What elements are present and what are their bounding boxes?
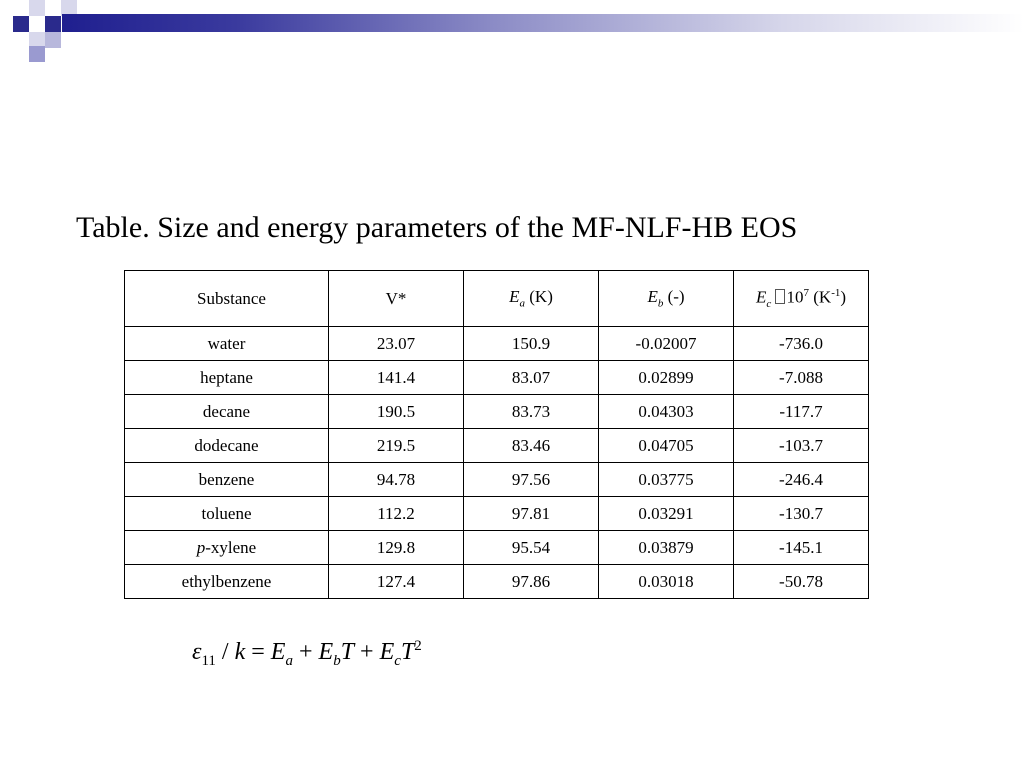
ec-symbol: E <box>755 287 767 307</box>
eq-slash: / <box>215 639 235 665</box>
cell-substance: toluene <box>125 497 329 531</box>
cell-substance: p-xylene <box>125 531 329 565</box>
missing-glyph-icon <box>775 289 785 304</box>
table-row <box>125 395 869 429</box>
cell-eb: 0.03879 <box>599 531 734 565</box>
cell-ea: 97.86 <box>464 565 599 599</box>
ea-symbol: E <box>509 287 520 307</box>
header-square <box>45 32 61 48</box>
parameters-table <box>124 270 869 599</box>
eq-equals: = <box>245 639 271 665</box>
cell-ea: 95.54 <box>464 531 599 565</box>
header-square <box>29 46 45 62</box>
cell-eb: 0.03775 <box>599 463 734 497</box>
eq-eb-subscript: b <box>333 652 341 669</box>
cell-eb: -0.02007 <box>599 327 734 361</box>
cell-ec: -7.088 <box>734 361 869 395</box>
ec-unit-open: (K <box>813 287 832 307</box>
cell-ea: 97.81 <box>464 497 599 531</box>
eq-exponent: 2 <box>414 638 422 654</box>
cell-v: 129.8 <box>329 531 464 565</box>
eq-plus-1: + <box>292 639 319 665</box>
cell-substance: heptane <box>125 361 329 395</box>
eb-subscript: b <box>657 297 664 310</box>
eq-ec: E <box>379 639 395 665</box>
header-substance: Substance <box>125 271 329 327</box>
eq-epsilon-subscript: 11 <box>201 652 216 669</box>
table-row <box>125 463 869 497</box>
cell-substance: water <box>125 327 329 361</box>
cell-substance: dodecane <box>125 429 329 463</box>
cell-ec: -736.0 <box>734 327 869 361</box>
cell-eb: 0.04303 <box>599 395 734 429</box>
eq-ec-subscript: c <box>394 652 401 669</box>
cell-ea: 83.73 <box>464 395 599 429</box>
cell-v: 23.07 <box>329 327 464 361</box>
header-square <box>45 16 61 32</box>
cell-ea: 83.46 <box>464 429 599 463</box>
table-row <box>125 327 869 361</box>
cell-eb: 0.02899 <box>599 361 734 395</box>
header-gradient-bar <box>62 14 1024 32</box>
header-ea <box>464 271 599 327</box>
cell-ec: -145.1 <box>734 531 869 565</box>
table-row <box>125 565 869 599</box>
table-row <box>125 429 869 463</box>
header-square <box>29 0 45 16</box>
cell-ea: 83.07 <box>464 361 599 395</box>
ea-subscript: a <box>519 297 526 310</box>
eq-k: k <box>234 639 246 665</box>
cell-v: 190.5 <box>329 395 464 429</box>
cell-substance: ethylbenzene <box>125 565 329 599</box>
header-ec <box>734 271 869 327</box>
eq-ea: E <box>270 639 286 665</box>
cell-substance: decane <box>125 395 329 429</box>
cell-ea: 150.9 <box>464 327 599 361</box>
table-header-row <box>125 271 869 327</box>
energy-equation <box>192 638 422 670</box>
cell-ec: -50.78 <box>734 565 869 599</box>
eb-unit: (-) <box>667 287 685 307</box>
ec-unit-close: ) <box>840 287 847 307</box>
eq-plus-2: + <box>354 639 380 665</box>
ec-exponent: 7 <box>803 286 809 299</box>
table-row <box>125 497 869 531</box>
cell-v: 94.78 <box>329 463 464 497</box>
table-row <box>125 531 869 565</box>
cell-substance: benzene <box>125 463 329 497</box>
eq-t-2: T <box>400 639 415 665</box>
eq-epsilon: ε <box>192 639 202 665</box>
cell-ea: 97.56 <box>464 463 599 497</box>
slide-title: Table. Size and energy parameters of the MF-NLF-HB EOS <box>76 211 798 244</box>
decorative-header-bar <box>0 0 1024 62</box>
cell-ec: -246.4 <box>734 463 869 497</box>
eq-eb: E <box>318 639 334 665</box>
eq-ea-subscript: a <box>285 652 293 669</box>
cell-ec: -130.7 <box>734 497 869 531</box>
table-row <box>125 361 869 395</box>
cell-eb: 0.04705 <box>599 429 734 463</box>
cell-v: 141.4 <box>329 361 464 395</box>
cell-v: 112.2 <box>329 497 464 531</box>
ec-unit-exponent: -1 <box>831 286 841 299</box>
cell-eb: 0.03018 <box>599 565 734 599</box>
cell-ec: -103.7 <box>734 429 869 463</box>
ec-factor: 10 <box>786 287 804 307</box>
eq-t-1: T <box>340 639 355 665</box>
cell-v: 219.5 <box>329 429 464 463</box>
cell-v: 127.4 <box>329 565 464 599</box>
ea-unit: (K) <box>529 287 553 307</box>
header-eb <box>599 271 734 327</box>
cell-eb: 0.03291 <box>599 497 734 531</box>
header-square <box>13 16 29 32</box>
header-v-star: V* <box>329 271 464 327</box>
cell-ec: -117.7 <box>734 395 869 429</box>
ec-subscript: c <box>766 298 772 311</box>
eb-symbol: E <box>647 287 658 307</box>
